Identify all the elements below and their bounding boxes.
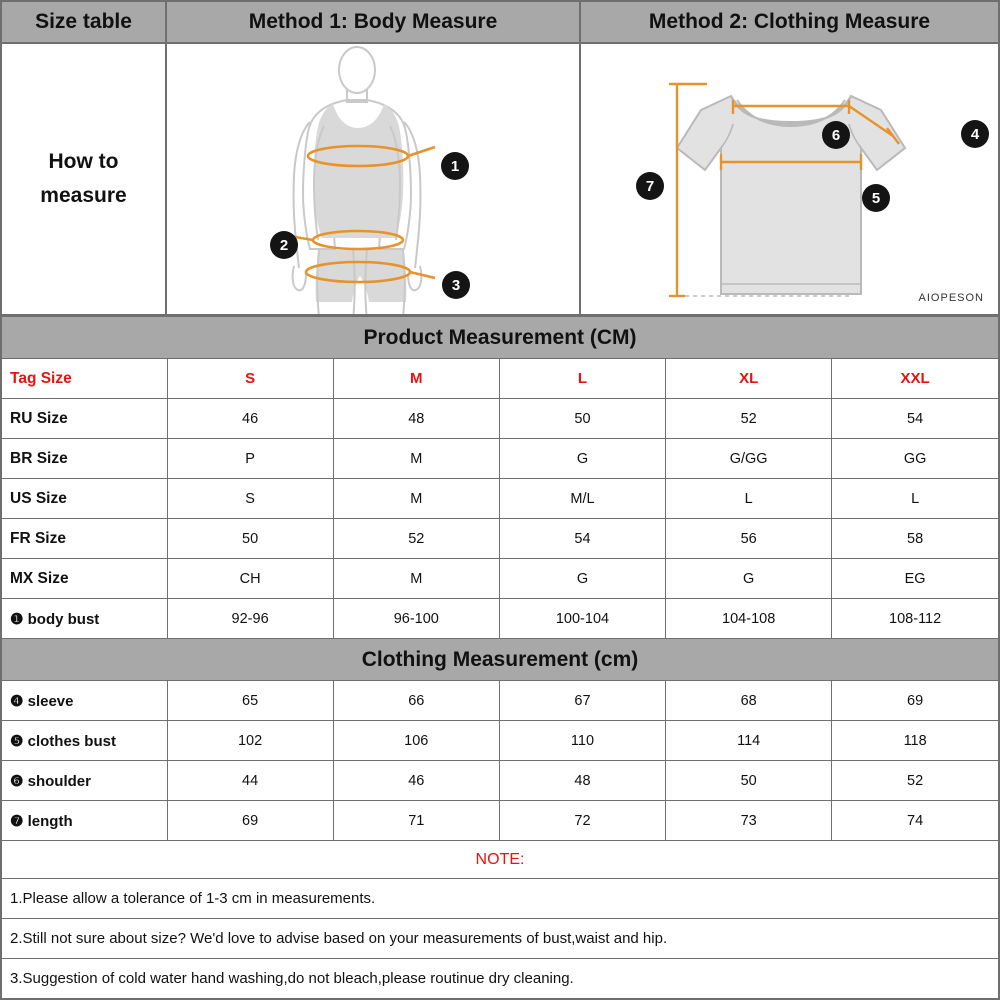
table-row <box>2 721 998 761</box>
table-row <box>2 439 998 479</box>
badge-5: 5 <box>862 184 890 212</box>
note-row <box>2 919 998 959</box>
cell-length-s: 69 <box>167 801 333 841</box>
note-title: NOTE: <box>2 841 998 879</box>
cell-clothesbust-s: 102 <box>167 721 333 761</box>
table-row <box>2 761 998 801</box>
note-row <box>2 959 998 999</box>
column-header-s: S <box>167 359 333 399</box>
row-label-length: ❼ length <box>2 801 167 841</box>
tag-size-label: Tag Size <box>2 359 167 399</box>
cell-length-l: 72 <box>499 801 665 841</box>
table-row <box>2 599 998 639</box>
shirt-figure-block <box>581 44 998 314</box>
cell-br-m: M <box>333 439 499 479</box>
cell-mx-l: G <box>499 559 665 599</box>
cell-br-xl: G/GG <box>666 439 832 479</box>
cell-mx-s: CH <box>167 559 333 599</box>
cell-bodybust-xl: 104-108 <box>666 599 832 639</box>
method-1-header: Method 1: Body Measure <box>167 2 579 44</box>
cell-us-xl: L <box>666 479 832 519</box>
body-figure <box>167 44 579 314</box>
cell-clothesbust-l: 110 <box>499 721 665 761</box>
row-label-fr-size: FR Size <box>2 519 167 559</box>
table-row <box>2 479 998 519</box>
cell-shoulder-xxl: 52 <box>832 761 998 801</box>
cell-ru-xxl: 54 <box>832 399 998 439</box>
table-row <box>2 399 998 439</box>
row-label-br-size: BR Size <box>2 439 167 479</box>
body-measure-illustration <box>167 44 581 314</box>
note-line-3: 3.Suggestion of cold water hand washing,do not bleach,please routinue dry cleaning. <box>2 959 998 999</box>
method-2-header: Method 2: Clothing Measure <box>581 2 998 44</box>
badge-3: 3 <box>442 271 470 299</box>
badge-4: 4 <box>961 120 989 148</box>
note-line-1: 1.Please allow a tolerance of 1-3 cm in measurements. <box>2 879 998 919</box>
cell-mx-xl: G <box>666 559 832 599</box>
size-table-column <box>2 2 167 314</box>
table-header-row <box>2 359 998 399</box>
column-header-m: M <box>333 359 499 399</box>
cell-br-xxl: GG <box>832 439 998 479</box>
row-label-ru-size: RU Size <box>2 399 167 439</box>
row-label-mx-size: MX Size <box>2 559 167 599</box>
measurement-table <box>2 316 998 999</box>
cell-fr-m: 52 <box>333 519 499 559</box>
how-to-measure-text <box>40 145 126 213</box>
cell-us-s: S <box>167 479 333 519</box>
row-label-us-size: US Size <box>2 479 167 519</box>
cell-length-m: 71 <box>333 801 499 841</box>
method-1-column <box>167 2 581 314</box>
cell-br-l: G <box>499 439 665 479</box>
body-figure-block <box>167 44 579 314</box>
note-row <box>2 879 998 919</box>
product-measurement-band <box>2 317 998 359</box>
how-to-line-1: How to <box>48 150 119 173</box>
cell-sleeve-xl: 68 <box>666 681 832 721</box>
method-2-column <box>581 2 998 314</box>
column-header-xxl: XXL <box>832 359 998 399</box>
how-to-measure-block <box>2 44 165 314</box>
size-table-header: Size table <box>2 2 165 44</box>
row-label-shoulder: ❻ shoulder <box>2 761 167 801</box>
cell-sleeve-s: 65 <box>167 681 333 721</box>
cell-shoulder-m: 46 <box>333 761 499 801</box>
badge-1: 1 <box>441 152 469 180</box>
table-row <box>2 519 998 559</box>
cell-length-xl: 73 <box>666 801 832 841</box>
cell-shoulder-l: 48 <box>499 761 665 801</box>
top-section <box>2 2 998 316</box>
row-label-sleeve: ❹ sleeve <box>2 681 167 721</box>
cell-us-m: M <box>333 479 499 519</box>
cell-bodybust-s: 92-96 <box>167 599 333 639</box>
cell-mx-xxl: EG <box>832 559 998 599</box>
cell-bodybust-m: 96-100 <box>333 599 499 639</box>
table-row <box>2 681 998 721</box>
clothing-measurement-title: Clothing Measurement (cm) <box>2 639 998 681</box>
cell-sleeve-xxl: 69 <box>832 681 998 721</box>
row-label-clothes-bust: ❺ clothes bust <box>2 721 167 761</box>
cell-clothesbust-m: 106 <box>333 721 499 761</box>
cell-br-s: P <box>167 439 333 479</box>
badge-7: 7 <box>636 172 664 200</box>
how-to-line-2: measure <box>40 184 127 207</box>
cell-clothesbust-xl: 114 <box>666 721 832 761</box>
column-header-xl: XL <box>666 359 832 399</box>
badge-2: 2 <box>270 231 298 259</box>
clothing-measurement-band <box>2 639 998 681</box>
cell-shoulder-s: 44 <box>167 761 333 801</box>
row-label-body-bust: ❶ body bust <box>2 599 167 639</box>
cell-ru-m: 48 <box>333 399 499 439</box>
cell-us-l: M/L <box>499 479 665 519</box>
cell-fr-xxl: 58 <box>832 519 998 559</box>
cell-bodybust-xxl: 108-112 <box>832 599 998 639</box>
cell-bodybust-l: 100-104 <box>499 599 665 639</box>
badge-6: 6 <box>822 121 850 149</box>
cell-ru-s: 46 <box>167 399 333 439</box>
cell-fr-xl: 56 <box>666 519 832 559</box>
cell-mx-m: M <box>333 559 499 599</box>
cell-fr-s: 50 <box>167 519 333 559</box>
cell-ru-xl: 52 <box>666 399 832 439</box>
brand-watermark: AIOPESON <box>918 292 984 304</box>
table-row <box>2 559 998 599</box>
cell-ru-l: 50 <box>499 399 665 439</box>
product-measurement-title: Product Measurement (CM) <box>2 317 998 359</box>
cell-sleeve-m: 66 <box>333 681 499 721</box>
cell-length-xxl: 74 <box>832 801 998 841</box>
table-row <box>2 801 998 841</box>
cell-shoulder-xl: 50 <box>666 761 832 801</box>
column-header-l: L <box>499 359 665 399</box>
note-title-row <box>2 841 998 879</box>
cell-clothesbust-xxl: 118 <box>832 721 998 761</box>
cell-fr-l: 54 <box>499 519 665 559</box>
cell-us-xxl: L <box>832 479 998 519</box>
note-line-2: 2.Still not sure about size? We'd love to advise based on your measurements of bust,waist and hip. <box>2 919 998 959</box>
cell-sleeve-l: 67 <box>499 681 665 721</box>
